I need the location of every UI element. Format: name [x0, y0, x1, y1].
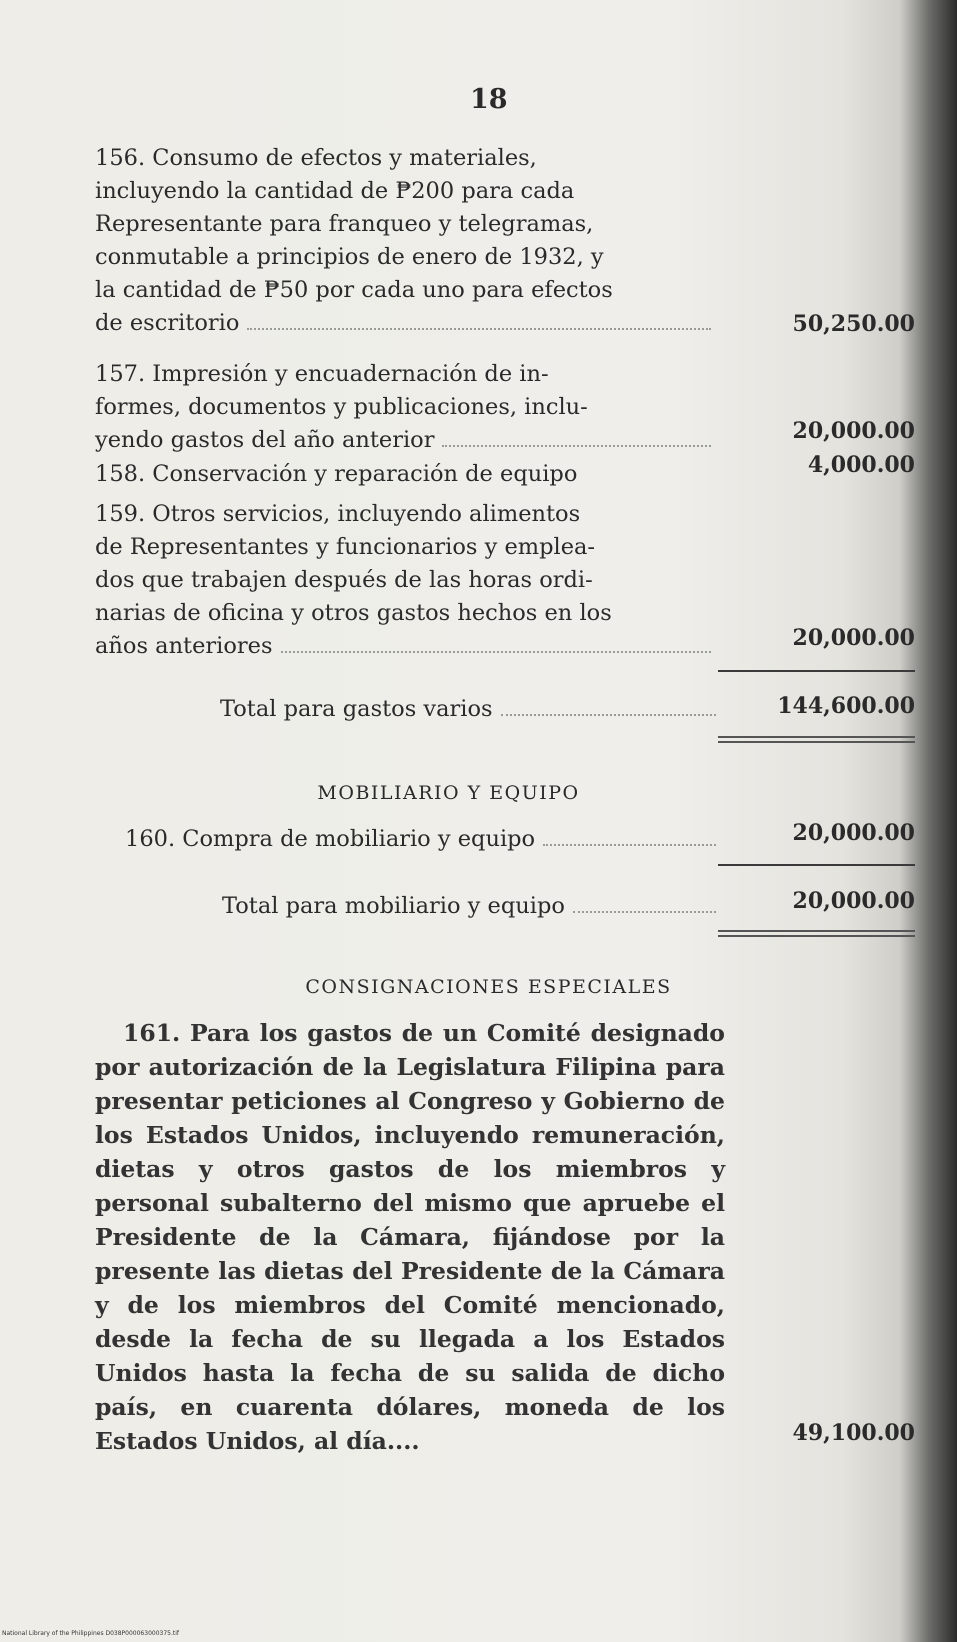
item-156-line-6: de escritorio	[95, 310, 240, 336]
item-159-line-4: narias de oficina y otros gastos hechos en los	[95, 600, 612, 626]
item-159-line-3: dos que trabajen después de las horas ordi-	[95, 567, 593, 593]
item-157-amount: 20,000.00	[792, 418, 915, 444]
section-heading-especiales: CONSIGNACIONES ESPECIALES	[305, 976, 672, 998]
total-mobiliario-label: Total para mobiliario y equipo	[222, 893, 565, 919]
total-mobiliario	[222, 893, 720, 920]
item-157-last-line	[95, 424, 715, 457]
leader-dots	[501, 713, 716, 716]
page-number: 18	[470, 84, 508, 115]
item-156-line-5: la cantidad de ₱50 por cada uno para efectos	[95, 277, 613, 303]
total-mobiliario-amount: 20,000.00	[792, 888, 915, 914]
item-158-line-1: 158. Conservación y reparación de equipo	[95, 461, 578, 487]
total-gastos-varios	[220, 696, 720, 723]
total-double-rule	[718, 930, 915, 937]
item-158	[95, 458, 715, 491]
item-158-last-line	[95, 458, 715, 491]
item-161-amount: 49,100.00	[792, 1420, 915, 1446]
section-heading-mobiliario: MOBILIARIO Y EQUIPO	[317, 782, 580, 804]
leader-dots	[543, 843, 716, 846]
item-159-line-2: de Representantes y funcionarios y emplea-	[95, 534, 596, 560]
item-160	[125, 826, 720, 853]
item-156-line-2: incluyendo la cantidad de ₱200 para cada	[95, 178, 575, 204]
subtotal-rule	[718, 864, 915, 866]
scan-footer: National Library of the Philippines D038P000063000375.tif	[2, 1630, 180, 1637]
item-159-line-1: 159. Otros servicios, incluyendo alimentos	[95, 501, 581, 527]
total-gastos-varios-amount: 144,600.00	[777, 693, 915, 719]
item-159-amount: 20,000.00	[792, 625, 915, 651]
item-158-amount: 4,000.00	[807, 452, 915, 478]
total-double-rule	[718, 736, 915, 743]
item-157	[95, 358, 715, 457]
leader-dots	[281, 650, 711, 653]
item-159	[95, 498, 715, 663]
item-156-line-3: Representante para franqueo y telegramas,	[95, 211, 594, 237]
leader-dots	[442, 444, 711, 447]
item-159-last-line	[95, 630, 715, 663]
item-156-line-4: conmutable a principios de enero de 1932, y	[95, 244, 604, 270]
total-gastos-varios-label: Total para gastos varios	[220, 696, 493, 722]
item-156-last-line	[95, 307, 715, 340]
item-157-line-2: formes, documentos y publicaciones, inclu-	[95, 394, 588, 420]
item-156-line-1: 156. Consumo de efectos y materiales,	[95, 145, 537, 171]
subtotal-rule	[718, 670, 915, 672]
item-157-line-3: yendo gastos del año anterior	[95, 427, 435, 453]
item-160-amount: 20,000.00	[792, 820, 915, 846]
leader-dots	[247, 327, 711, 330]
item-157-line-1: 157. Impresión y encuadernación de in-	[95, 361, 549, 387]
item-156	[95, 142, 715, 340]
item-160-label: 160. Compra de mobiliario y equipo	[125, 826, 536, 852]
item-156-amount: 50,250.00	[792, 311, 915, 337]
item-161-paragraph: 161. Para los gastos de un Comité designado por autorización de la Legislatura Filipina para presentar peticiones al Congreso y Gobierno de los Estados Unidos, incluyendo remuneración, dietas y otros gastos de los miembros y personal subalterno del mismo que apruebe el Presidente de la Cámara, fijándose por la presente las dietas del Presidente de la Cámara y de los miembros del Comité mencionado, desde la fecha de su llegada a los Estados Unidos hasta la fecha de su salida de dicho país, en cuarenta dólares, moneda de los Estados Unidos, al día....	[95, 1019, 725, 1455]
item-159-line-5: años anteriores	[95, 633, 273, 659]
leader-dots	[573, 910, 716, 913]
